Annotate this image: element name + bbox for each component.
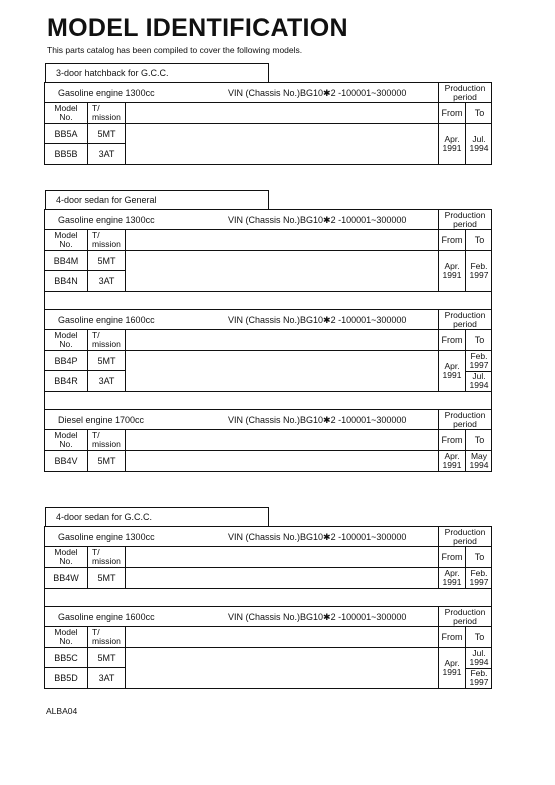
date-to-column — [465, 568, 492, 588]
date-to-column — [465, 648, 492, 688]
model-no-header: Model No. — [54, 103, 78, 122]
engine-label: Gasoline engine 1600cc — [58, 315, 155, 325]
model-row — [45, 351, 126, 371]
model-row — [45, 144, 126, 164]
date-to: May 1994 — [469, 451, 489, 470]
model-no-header: Model No. — [54, 330, 78, 349]
production-dates — [438, 451, 491, 471]
group-table — [44, 209, 492, 472]
intro-text: This parts catalog has been compiled to cover the following models. — [47, 45, 303, 55]
date-to-column — [465, 451, 492, 471]
date-to: Feb. 1997 — [469, 568, 489, 587]
vin-label: VIN (Chassis No.)BG10✱2 -100001~300000 — [228, 88, 407, 98]
date-to: Feb. 1997 — [469, 261, 489, 280]
date-from: Apr. 1991 — [442, 568, 462, 587]
engine-section — [45, 527, 491, 588]
model-code: BB5A — [54, 129, 78, 139]
production-period-header: Production period — [438, 410, 491, 430]
production-period-header: Production period — [438, 83, 491, 103]
from-header: From — [441, 632, 463, 642]
production-period-header: Production period — [438, 210, 491, 230]
engine-row — [45, 410, 438, 430]
engine-section — [45, 210, 491, 291]
transmission: 5MT — [87, 251, 126, 271]
group-title: 3-door hatchback for G.C.C. — [45, 63, 269, 82]
model-rows — [45, 648, 438, 688]
model-row — [45, 371, 126, 391]
from-to-header — [438, 330, 491, 351]
engine-row — [45, 210, 438, 230]
transmission: 3AT — [87, 371, 126, 391]
model-rows — [45, 451, 438, 471]
date-from: Apr. 1991 — [442, 451, 462, 470]
group-title: 4-door sedan for General — [45, 190, 269, 209]
from-to-header — [438, 103, 491, 124]
from-header: From — [441, 235, 463, 245]
transmission: 5MT — [87, 451, 126, 471]
from-header: From — [441, 335, 463, 345]
engine-section — [45, 410, 491, 471]
date-from: Apr. 1991 — [442, 361, 462, 380]
section-spacer — [45, 291, 491, 310]
model-no-header: Model No. — [54, 627, 78, 646]
model-code: BB5D — [54, 673, 78, 683]
model-row — [45, 271, 126, 291]
production-dates — [438, 251, 491, 291]
date-from: Apr. 1991 — [442, 261, 462, 280]
engine-row — [45, 527, 438, 547]
model-code: BB5B — [54, 149, 78, 159]
model-code: BB4P — [54, 356, 78, 366]
engine-label: Gasoline engine 1300cc — [58, 532, 155, 542]
engine-label: Diesel engine 1700cc — [58, 415, 145, 425]
vin-label: VIN (Chassis No.)BG10✱2 -100001~300000 — [228, 415, 407, 425]
transmission: 3AT — [87, 144, 126, 164]
model-rows — [45, 251, 438, 291]
from-header: From — [441, 108, 463, 118]
production-dates — [438, 568, 491, 588]
production-dates — [438, 648, 491, 688]
model-rows — [45, 351, 438, 391]
model-no-header: Model No. — [54, 430, 78, 449]
production-dates — [438, 351, 491, 391]
date-to-column — [465, 251, 492, 291]
transmission: 5MT — [87, 124, 126, 144]
production-dates — [438, 124, 491, 164]
transmission-header: T/ mission — [87, 103, 126, 123]
from-header: From — [441, 552, 463, 562]
page-title: MODEL IDENTIFICATION — [47, 14, 348, 42]
model-row — [45, 568, 126, 588]
date-to-column — [465, 351, 492, 391]
document-code: ALBA04 — [46, 706, 78, 716]
to-header: To — [465, 627, 493, 648]
from-header: From — [441, 435, 463, 445]
section-spacer — [45, 588, 491, 607]
transmission: 3AT — [87, 271, 126, 291]
from-to-header — [438, 547, 491, 568]
column-header-row — [45, 627, 438, 648]
transmission: 3AT — [87, 668, 126, 688]
engine-label: Gasoline engine 1600cc — [58, 612, 155, 622]
to-header: To — [465, 230, 493, 251]
transmission-header: T/ mission — [87, 230, 126, 250]
model-code: BB4N — [54, 276, 78, 286]
model-code: BB5C — [54, 653, 78, 663]
model-row — [45, 451, 126, 471]
section-spacer — [45, 391, 491, 410]
to-header: To — [465, 330, 493, 351]
engine-section — [45, 83, 491, 164]
column-header-row — [45, 547, 438, 568]
to-header: To — [465, 430, 493, 451]
model-code: BB4V — [54, 456, 78, 466]
date-to: Jul. 1994 — [469, 134, 489, 153]
model-rows — [45, 568, 438, 588]
date-to-column — [465, 124, 492, 164]
to-header: To — [465, 547, 493, 568]
model-no-header: Model No. — [54, 547, 78, 566]
engine-section — [45, 310, 491, 391]
group-table — [44, 82, 492, 165]
to-header: To — [465, 103, 493, 124]
engine-label: Gasoline engine 1300cc — [58, 215, 155, 225]
column-header-row — [45, 330, 438, 351]
from-to-header — [438, 627, 491, 648]
production-period-header: Production period — [438, 527, 491, 547]
date-to: Jul. 1994 — [469, 371, 489, 390]
model-code: BB4W — [53, 573, 79, 583]
engine-section — [45, 607, 491, 688]
transmission-header: T/ mission — [87, 430, 126, 450]
production-period-header: Production period — [438, 310, 491, 330]
engine-row — [45, 310, 438, 330]
transmission: 5MT — [87, 648, 126, 668]
group-table — [44, 526, 492, 689]
transmission: 5MT — [87, 568, 126, 588]
production-period-header: Production period — [438, 607, 491, 627]
model-row — [45, 124, 126, 144]
date-from: Apr. 1991 — [442, 658, 462, 677]
transmission-header: T/ mission — [87, 330, 126, 350]
vin-label: VIN (Chassis No.)BG10✱2 -100001~300000 — [228, 215, 407, 225]
model-code: BB4R — [54, 376, 78, 386]
column-header-row — [45, 430, 438, 451]
engine-label: Gasoline engine 1300cc — [58, 88, 155, 98]
date-to: Jul. 1994 — [469, 648, 489, 667]
from-to-header — [438, 430, 491, 451]
transmission-header: T/ mission — [87, 547, 126, 567]
vin-label: VIN (Chassis No.)BG10✱2 -100001~300000 — [228, 315, 407, 325]
transmission-header: T/ mission — [87, 627, 126, 647]
vin-label: VIN (Chassis No.)BG10✱2 -100001~300000 — [228, 612, 407, 622]
model-rows — [45, 124, 438, 164]
model-row — [45, 648, 126, 668]
column-header-row — [45, 103, 438, 124]
from-to-header — [438, 230, 491, 251]
model-row — [45, 668, 126, 688]
date-to: Feb. 1997 — [469, 351, 489, 370]
model-no-header: Model No. — [54, 230, 78, 249]
vin-label: VIN (Chassis No.)BG10✱2 -100001~300000 — [228, 532, 407, 542]
date-from: Apr. 1991 — [442, 134, 462, 153]
date-to: Feb. 1997 — [469, 668, 489, 687]
group-title: 4-door sedan for G.C.C. — [45, 507, 269, 526]
model-row — [45, 251, 126, 271]
transmission: 5MT — [87, 351, 126, 371]
model-code: BB4M — [53, 256, 79, 266]
engine-row — [45, 83, 438, 103]
engine-row — [45, 607, 438, 627]
column-header-row — [45, 230, 438, 251]
